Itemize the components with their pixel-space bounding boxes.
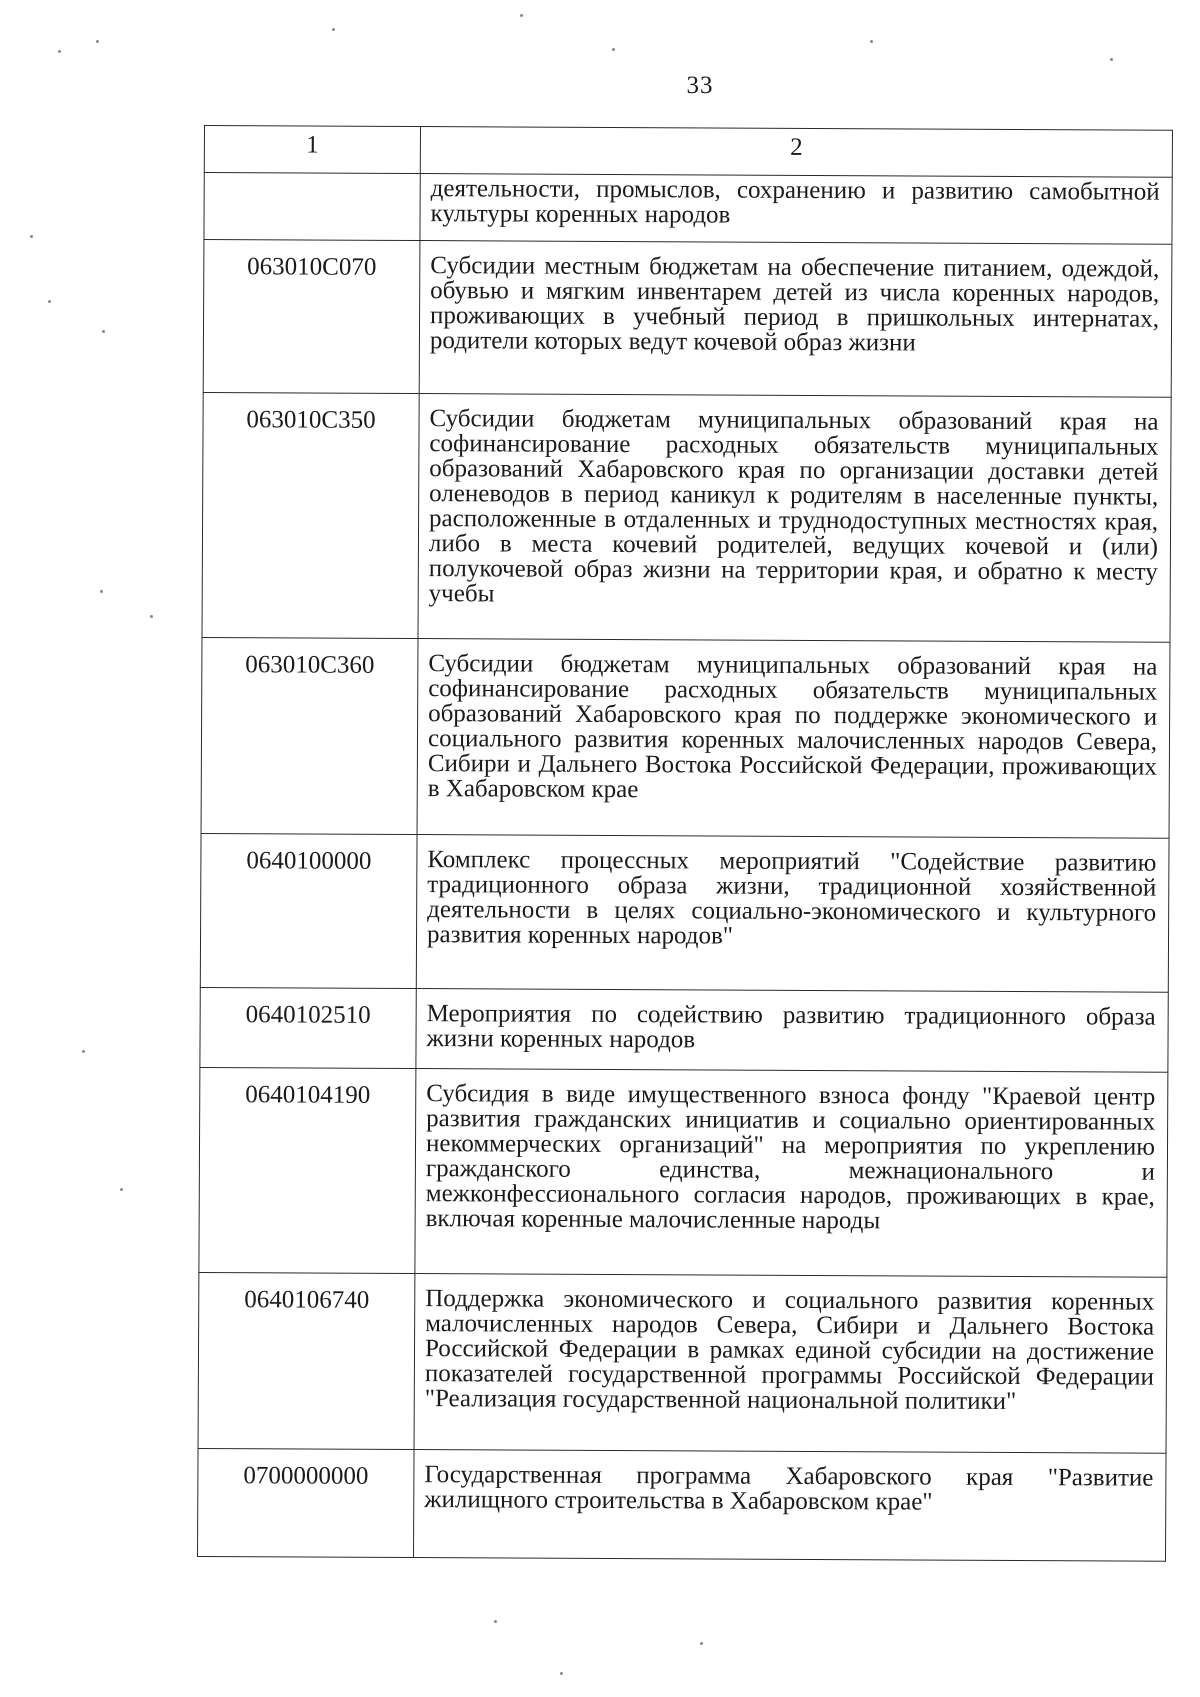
table-row	[202, 392, 1171, 642]
row-name: Субсидия в виде имущественного взноса фонду "Краевой центр развития гражданских инициатив и социально ориентированных некоммерческих организаций" на мероприятия по укреплению гражданского единства, межнационального и межконфессионального согласия народов, проживающих в крае, включая коренные малочисленные народы	[415, 1069, 1168, 1278]
scan-speck	[612, 48, 615, 51]
scan-speck	[82, 1050, 85, 1053]
row-name: Субсидии местным бюджетам на обеспечение питанием, одеждой, обувью и мягким инвентарем детей из числа коренных народов, проживающих в учебный период в пришкольных интернатах, родители которых ведут кочевой образ жизни	[419, 241, 1172, 398]
budget-classification-table	[197, 125, 1173, 1562]
row-code: 0640104190	[199, 1067, 416, 1273]
scan-speck	[58, 50, 61, 53]
scan-speck	[100, 590, 103, 593]
table-row	[198, 1272, 1167, 1453]
row-name: Поддержка экономического и социального развития коренных малочисленных народов Севера, Сибири и Дальнего Востока Российской Федерации в рамках единой субсидии на достижение показателей государственной программы Российской Федерации "Реализация государственной национальной политики"	[414, 1274, 1167, 1454]
scan-speck	[870, 40, 873, 43]
scan-speck	[102, 330, 105, 333]
table-row	[199, 1067, 1168, 1277]
table-row	[201, 637, 1170, 838]
scan-speck	[560, 1672, 563, 1675]
scan-speck	[700, 1642, 703, 1645]
scan-speck	[48, 300, 51, 303]
scan-speck	[520, 14, 523, 17]
scan-speck	[96, 40, 99, 43]
row-name: Комплекс процессных мероприятий "Содействие развитию традиционного образа жизни, традиционной хозяйственной деятельности в целях социально-экономического и культурного развития коренных народов"	[416, 835, 1169, 993]
row-code: 063010С350	[202, 392, 419, 638]
scan-speck	[332, 28, 335, 31]
scan-speck	[30, 235, 33, 238]
table-row	[198, 1448, 1167, 1561]
table-header-row	[204, 126, 1172, 178]
scan-speck	[150, 615, 153, 618]
row-code: 0640100000	[200, 833, 417, 988]
column-header-name: 2	[420, 127, 1172, 178]
row-name: Государственная программа Хабаровского края "Развитие жилищного строительства в Хабаровском крае"	[414, 1450, 1167, 1562]
column-header-code: 1	[204, 126, 420, 174]
table-row	[200, 987, 1168, 1072]
scan-speck	[120, 1188, 123, 1191]
row-name: Субсидии бюджетам муниципальных образований края на софинансирование расходных обязательств муниципальных образований Хабаровского края по организации доставки детей оленеводов в период каникул к родителям в населенные пункты, расположенные в отдаленных и труднодоступных местностях края, либо в места кочевий родителей, ведущих кочевой и (или) полукочевой образ жизни на территории края, и обратно к месту учебы	[418, 394, 1171, 643]
row-code: 063010С360	[201, 637, 418, 834]
page-number: 33	[686, 72, 714, 99]
row-code: 0640106740	[198, 1272, 415, 1449]
scan-speck	[494, 1620, 497, 1623]
row-code: 063010С070	[203, 240, 420, 394]
row-code: 0700000000	[198, 1448, 415, 1557]
row-code	[204, 173, 420, 241]
scan-speck	[1110, 58, 1113, 61]
row-name: Субсидии бюджетам муниципальных образований края на софинансирование расходных обязательств муниципальных образований Хабаровского края по поддержке экономического и социального развития коренных малочисленных народов Севера, Сибири и Дальнего Востока Российской Федерации, проживающих в Хабаровском крае	[417, 639, 1170, 839]
row-code: 0640102510	[200, 987, 416, 1068]
table-row	[200, 833, 1169, 992]
row-name: Мероприятия по содействию развитию традиционного образа жизни коренных народов	[416, 989, 1168, 1073]
table-row	[203, 240, 1172, 398]
table-row	[204, 173, 1172, 245]
row-name: деятельности, промыслов, сохранению и развитию самобытной культуры коренных народов	[420, 174, 1172, 245]
